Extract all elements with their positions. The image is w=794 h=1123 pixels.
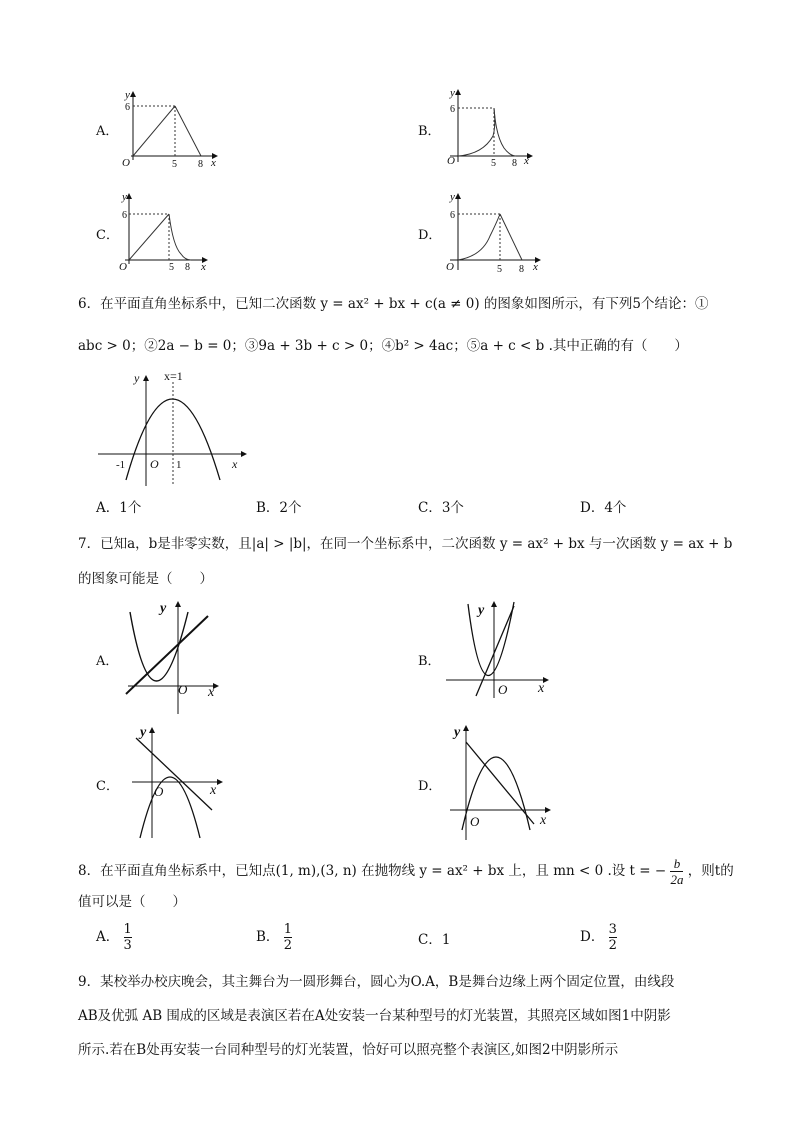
q7-stem-line1: 7．已知a，b是非零实数，且|a| > |b|，在同一个坐标系中，二次函数 y = ax² + bx 与一次函数 y = ax + b [78, 536, 733, 552]
q8-stem-line1 [78, 856, 734, 887]
axis-x: x [210, 783, 217, 798]
origin: O [498, 682, 508, 697]
tick-6: 6 [125, 102, 130, 113]
q5-option-c-label: C． [96, 228, 119, 243]
q6-option-a[interactable]: A．1个 [96, 500, 142, 516]
origin: O [122, 157, 130, 169]
q5-graph-a [115, 86, 225, 172]
tick-5: 5 [169, 262, 174, 273]
frac-num: 1 [283, 922, 292, 937]
origin: O [447, 155, 455, 167]
q6-stem-line1: 6．在平面直角坐标系中，已知二次函数 y = ax² + bx + c(a ≠ 0) 的图象如图所示，有下列5个结论：① [78, 296, 709, 312]
q5-option-a-label: A． [96, 124, 119, 139]
q8-option-a[interactable] [96, 922, 132, 953]
option-label: A． [96, 929, 120, 945]
tick-5: 5 [497, 264, 502, 275]
tick-8: 8 [512, 158, 517, 169]
q7-option-d-label: D． [418, 779, 442, 794]
q8-option-b[interactable] [256, 922, 292, 953]
option-fraction [609, 922, 617, 953]
axis-y: y [478, 603, 485, 618]
origin: O [154, 784, 164, 799]
frac-den: 2 [283, 938, 292, 953]
axis-x: x [524, 155, 529, 167]
q9-stem-line2: AB及优弧 AB 围成的区域是表演区若在A处安装一台某种型号的灯光装置，其照亮区域如图1中阴影 [78, 1008, 671, 1024]
option-label: B． [256, 929, 280, 945]
q8-option-c[interactable] [418, 930, 450, 950]
frac-den: 3 [123, 938, 132, 953]
tick-8: 8 [185, 262, 190, 273]
q6-option-d[interactable]: D．4个 [580, 500, 627, 516]
q9-stem-line1: 9．某校举办校庆晚会，其主舞台为一圆形舞台，圆心为O.A，B是舞台边缘上两个固定位置，由线段 [78, 974, 675, 990]
option-label: D． [580, 929, 605, 945]
axis-x: x [208, 685, 215, 700]
frac-den: 2 [608, 938, 617, 953]
q5-graph-d [442, 190, 546, 276]
axis-y: y [450, 191, 455, 203]
q7-graph-d [446, 720, 556, 842]
frac-num: 3 [608, 922, 617, 937]
tick-1: 1 [176, 459, 182, 471]
frac-num: 1 [123, 922, 132, 937]
q6-option-b[interactable]: B．2个 [256, 500, 302, 516]
tick-neg1: -1 [116, 459, 126, 471]
origin: O [470, 814, 480, 829]
option-fraction [124, 922, 132, 953]
q7-option-b-label: B． [418, 654, 441, 669]
q7-stem-line2: 的图象可能是（ ） [78, 571, 213, 587]
origin: O [446, 261, 454, 273]
origin: O [150, 457, 159, 471]
q5-graph-b [438, 86, 538, 172]
tick-8: 8 [519, 264, 524, 275]
q8-fraction-t [670, 856, 683, 887]
axis-x: x [540, 813, 547, 828]
q5-option-b-label: B． [418, 124, 441, 139]
axis-y: y [122, 191, 127, 203]
q8-option-d[interactable] [580, 922, 617, 953]
origin: O [178, 682, 188, 697]
axis-x: x [538, 681, 545, 696]
axis-x: x [533, 261, 538, 273]
symmetry-label: x=1 [164, 369, 183, 383]
option-fraction [284, 922, 292, 953]
q5-graph-c [115, 190, 215, 276]
axis-x: x [201, 261, 206, 273]
axis-y: y [450, 87, 455, 99]
origin: O [119, 261, 127, 273]
q7-graph-a [120, 598, 224, 716]
option-label: C．1 [418, 932, 451, 948]
q6-option-c[interactable]: C．3个 [418, 500, 464, 516]
tick-5: 5 [172, 159, 177, 170]
q9-stem-line3: 所示.若在B处再安装一台同种型号的灯光装置，恰好可以照亮整个表演区,如图2中阴影所示 [78, 1042, 619, 1058]
tick-6: 6 [450, 104, 455, 115]
axis-y: y [140, 725, 147, 740]
q7-option-a-label: A． [96, 654, 119, 669]
q6-stem-line2: abc > 0；②2a − b = 0；③9a + 3b + c > 0；④b² > 4ac；⑤a + c < b .其中正确的有（ ） [78, 338, 688, 354]
axis-x: x [211, 157, 216, 169]
q8-stem-end: ，则t的 [687, 863, 734, 879]
tick-5: 5 [491, 158, 496, 169]
q7-graph-c [128, 722, 224, 840]
q7-graph-b [442, 598, 554, 702]
frac-num: b [673, 856, 681, 871]
frac-den: 2a [670, 872, 684, 887]
axis-y: y [160, 601, 167, 616]
q8-stem-text: 8．在平面直角坐标系中，已知点(1, m),(3, n) 在抛物线 y = ax² + bx 上，且 mn < 0 .设 t = − [78, 863, 667, 879]
q7-option-c-label: C． [96, 779, 119, 794]
axis-y: y [125, 89, 130, 101]
q8-stem-line2: 值可以是（ ） [78, 894, 186, 910]
tick-6: 6 [450, 210, 455, 221]
axis-y: y [454, 725, 461, 740]
q6-parabola-graph [96, 368, 252, 488]
q5-option-d-label: D． [418, 228, 442, 243]
axis-y: y [134, 371, 140, 385]
tick-6: 6 [122, 210, 127, 221]
axis-x: x [232, 457, 238, 471]
tick-8: 8 [198, 159, 203, 170]
